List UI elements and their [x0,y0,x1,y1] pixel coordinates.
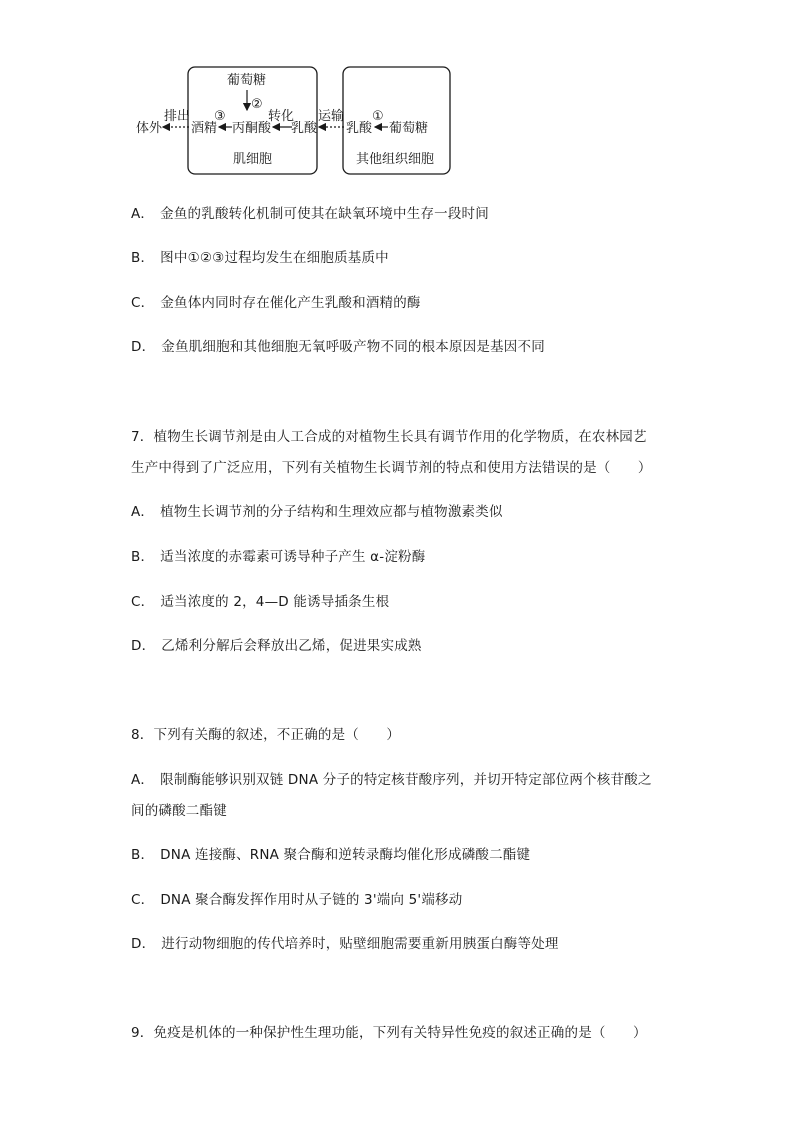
option-letter: D． [131,339,156,355]
option-letter: A． [131,206,155,222]
glucose-other-label: 葡萄糖 [389,121,429,136]
option-text: 适当浓度的 2，4—D 能诱导插条生根 [160,594,390,610]
option-letter: A． [131,504,155,520]
option-text: DNA 聚合酶发挥作用时从子链的 3'端向 5'端移动 [160,892,463,908]
option-letter: C． [131,892,155,908]
other-cell-caption: 其他组织细胞 [356,152,435,167]
q7-option-d [131,636,422,656]
pyruvate-label: 丙酮酸 [232,121,272,136]
glucose-top-label: 葡萄糖 [227,73,267,88]
circle-2: ② [251,97,263,112]
q8-option-c [131,890,462,910]
option-text: 金鱼肌细胞和其他细胞无氧呼吸产物不同的根本原因是基因不同 [161,339,545,355]
q7-stem-line2: 生产中得到了广泛应用，下列有关植物生长调节剂的特点和使用方法错误的是（ ） [131,460,652,476]
option-text: 图中①②③过程均发生在细胞质基质中 [160,250,389,266]
option-letter: D． [131,936,156,952]
option-letter: C． [131,594,155,610]
option-text: 乙烯利分解后会释放出乙烯，促进果实成熟 [161,638,422,654]
lactate-muscle-label: 乳酸 [291,121,318,136]
q6-option-b [131,248,389,268]
option-letter: B． [131,250,155,266]
excrete-label: 排出 [164,109,191,124]
q8-option-b [131,845,530,865]
option-letter: C． [131,295,155,311]
q7-option-b [131,547,425,567]
option-text: DNA 连接酶、RNA 聚合酶和逆转录酶均催化形成磷酸二酯键 [160,847,531,863]
body-outside-label: 体外 [136,121,163,136]
option-letter: B． [131,549,155,565]
convert-label: 转化 [268,109,295,124]
circle-1: ① [372,109,384,124]
option-text: 金鱼体内同时存在催化产生乳酸和酒精的酶 [160,295,421,311]
q6-option-d [131,337,545,357]
transport-label: 运输 [318,109,345,124]
q6-option-c [131,293,421,313]
option-text: 金鱼的乳酸转化机制可使其在缺氧环境中生存一段时间 [160,206,489,222]
option-text: 进行动物细胞的传代培养时，贴壁细胞需要重新用胰蛋白酶等处理 [161,936,559,952]
option-text: 适当浓度的赤霉素可诱导种子产生 α-淀粉酶 [160,549,426,565]
option-letter: A． [131,772,155,788]
q7-option-a [131,502,503,522]
q7-option-c [131,592,389,612]
option-text: 植物生长调节剂的分子结构和生理效应都与植物激素类似 [160,504,503,520]
option-letter: B． [131,847,155,863]
q8-option-a-continued: 间的磷酸二酯键 [131,803,227,819]
q8-stem: 8．下列有关酶的叙述，不正确的是（ ） [131,727,401,743]
lactate-other-label: 乳酸 [346,121,373,136]
option-text: 限制酶能够识别双链 DNA 分子的特定核苷酸序列，并切开特定部位两个核苷酸之 [160,772,652,788]
q9-stem: 9．免疫是机体的一种保护性生理功能，下列有关特异性免疫的叙述正确的是（ ） [131,1025,647,1041]
q7-stem-line1: 7．植物生长调节剂是由人工合成的对植物生长具有调节作用的化学物质，在农林园艺 [131,429,647,445]
option-letter: D． [131,638,156,654]
circle-3: ③ [214,109,226,124]
q6-option-a [131,204,489,224]
q8-option-d [131,934,559,954]
muscle-cell-caption: 肌细胞 [233,152,273,167]
metabolism-diagram [130,62,460,177]
alcohol-label: 酒精 [191,121,218,136]
q8-option-a [131,770,652,790]
